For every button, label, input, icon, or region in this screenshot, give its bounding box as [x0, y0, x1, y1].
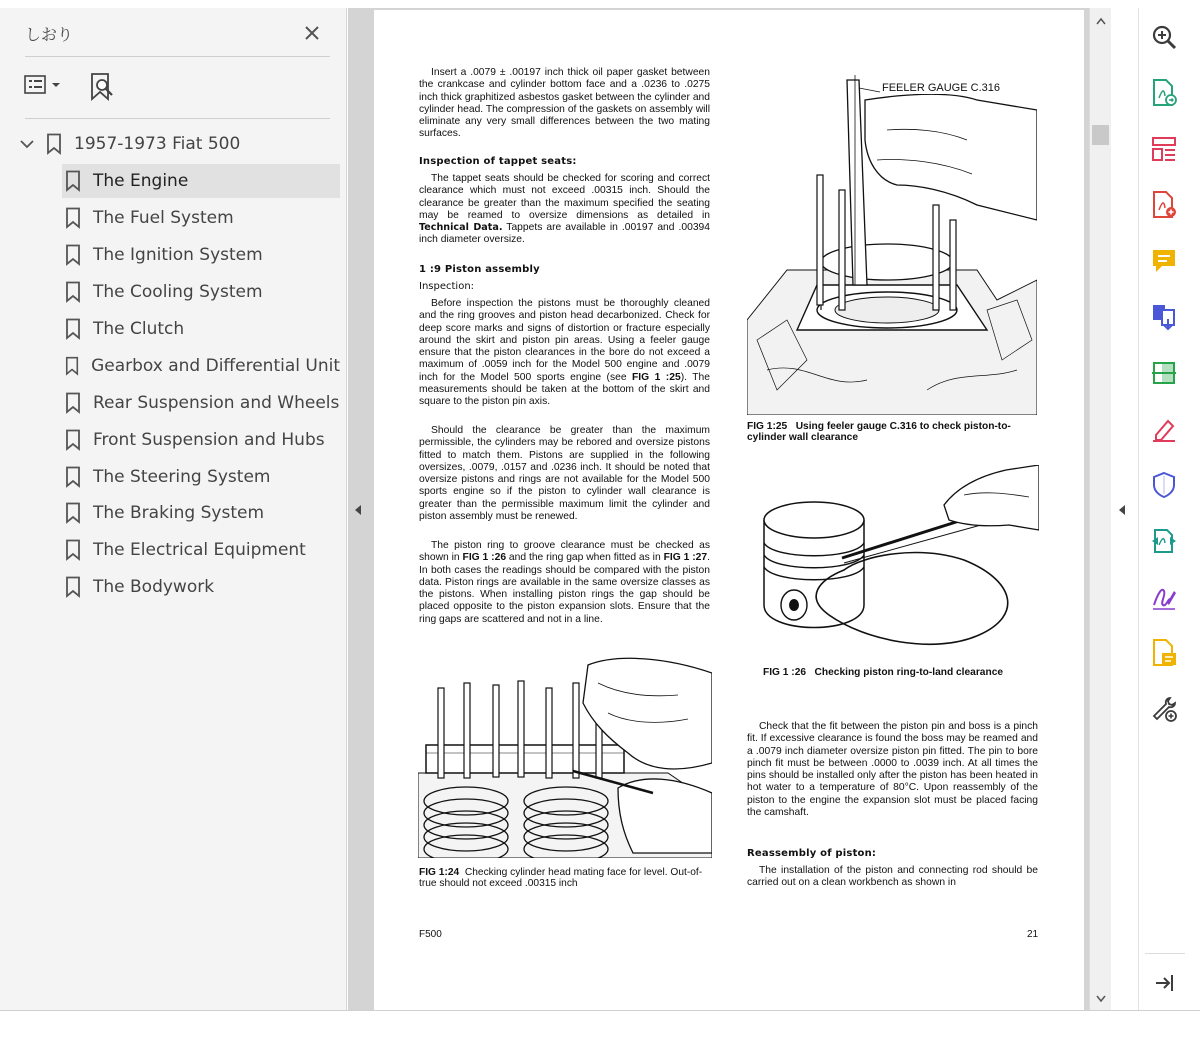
- bookmark-label: The Engine: [93, 171, 189, 191]
- tappet-heading: Inspection of tappet seats:: [419, 156, 577, 167]
- bookmark-icon: [65, 355, 79, 377]
- create-pdf-button[interactable]: [1149, 190, 1179, 220]
- bookmark-icon: [65, 318, 81, 340]
- bookmark-label: 1957-1973 Fiat 500: [74, 134, 241, 154]
- bookmark-item-gearbox[interactable]: [62, 349, 340, 383]
- bookmark-icon: [65, 466, 81, 488]
- collapse-right-panel-button[interactable]: [1111, 498, 1133, 522]
- figure-1-25-caption: FIG 1:25 Using feeler gauge C.316 to check piston-to-cylinder wall clearance: [747, 421, 1011, 443]
- window-bottom-border: [0, 1010, 1200, 1011]
- bookmark-icon: [65, 539, 81, 561]
- scroll-down-button[interactable]: [1094, 992, 1108, 1006]
- find-bookmark-button[interactable]: [88, 72, 116, 102]
- fill-sign-button[interactable]: [1149, 414, 1179, 444]
- chevron-up-icon: [1096, 17, 1106, 25]
- bookmark-label: Rear Suspension and Wheels: [93, 393, 340, 413]
- combine-files-button[interactable]: [1149, 302, 1179, 332]
- figure-1-25-image: [747, 70, 1037, 415]
- close-panel-button[interactable]: [300, 21, 324, 45]
- more-tools-button[interactable]: [1149, 694, 1179, 724]
- scroll-thumb[interactable]: [1092, 125, 1109, 145]
- bookmark-item-bodywork[interactable]: [62, 570, 340, 604]
- bookmark-label: The Ignition System: [93, 245, 263, 265]
- bookmark-label: The Cooling System: [93, 282, 263, 302]
- close-icon: [303, 24, 321, 42]
- bookmark-icon: [65, 244, 81, 266]
- divider: [25, 118, 330, 119]
- fill-sign-icon: [1150, 415, 1178, 443]
- bookmark-label: The Clutch: [93, 319, 185, 339]
- send-review-icon: [1150, 527, 1178, 555]
- section-heading: 1 :9 Piston assembly: [419, 264, 540, 275]
- collapse-left-panel-button[interactable]: [347, 498, 369, 522]
- bookmark-label: The Bodywork: [93, 577, 215, 597]
- divider: [25, 56, 330, 57]
- scan-icon: [1150, 359, 1178, 387]
- scan-button[interactable]: [1149, 358, 1179, 388]
- bookmark-label: The Fuel System: [93, 208, 234, 228]
- chevron-left-icon: [353, 503, 363, 517]
- bookmark-icon: [65, 170, 81, 192]
- bookmark-options-button[interactable]: [24, 72, 68, 98]
- bookmark-item-electrical[interactable]: [62, 533, 340, 567]
- collapse-panel-icon: [1152, 971, 1176, 995]
- bookmark-root[interactable]: [18, 127, 340, 161]
- tappet-paragraph: The tappet seats should be checked for scoring and correct clearance which must not exceed .00315 inch. Should the clearance be greater than the maximum specified the seating may be reamed to oversize dimensions as detailed in Technical Data. Tappets are available in .00197 and .00394 inch diameter oversize.: [419, 173, 710, 246]
- figure-1-24-caption: FIG 1:24 Checking cylinder head mating face for level. Out-of-true should not exceed .00315 inch: [419, 867, 703, 889]
- piston-paragraph-3: The piston ring to groove clearance must be checked as shown in FIG 1 :26 and the ring gap when fitted as in FIG 1 :27. In both cases the readings should be compared with the piston data. Piston rings are available in the same oversize classes as the pistons. When installing piston rings the gap should be placed opposite to the piston expansion slots. Ensure that the ring gaps are scattered and not in a line.: [419, 540, 710, 625]
- stamp-button[interactable]: [1149, 638, 1179, 668]
- piston-paragraph-2: Should the clearance be greater than the maximum permissible, the cylinders may be rebored and oversize pistons fitted to match them. Pistons are supplied in the following oversizes, .0079, .0157 and .0236 inch. It should be noted that oversize pistons and rings are not available for the Model 500 sports engine so if the piston to cylinder wall clearance is greater than the permissible maximum limit the cylinder and piston assembly must be renewed.: [419, 425, 710, 523]
- inspection-label: Inspection:: [419, 281, 475, 292]
- organize-pages-button[interactable]: [1149, 134, 1179, 164]
- request-signature-button[interactable]: [1149, 582, 1179, 612]
- export-pdf-icon: [1150, 78, 1178, 108]
- divider: [1145, 953, 1185, 954]
- combine-files-icon: [1150, 302, 1178, 332]
- comment-button[interactable]: [1149, 246, 1179, 276]
- bookmark-icon: [65, 281, 81, 303]
- scroll-up-button[interactable]: [1094, 14, 1108, 28]
- bookmark-item-cooling-system[interactable]: [62, 275, 340, 309]
- piston-pin-paragraph: Check that the fit between the piston pin and boss is a pinch fit. If excessive clearance is found the boss may be reamed and a .0079 inch diameter oversize piston pin fitted. The pin to bore pinch fit must be between .0000 to .0039 inch. At all times the pins should be installed only after the piston has been heated in hot water to a temperature of 80°C. Upon reassembly of the piston to the engine the expansion slot must be placed facing the camshaft.: [747, 721, 1038, 819]
- bookmark-icon: [65, 502, 81, 524]
- send-for-review-button[interactable]: [1149, 526, 1179, 556]
- chevron-down-icon: [50, 80, 62, 90]
- bookmark-label: The Braking System: [93, 503, 265, 523]
- tools-pane: [1138, 8, 1190, 1011]
- bookmark-item-steering[interactable]: [62, 460, 340, 494]
- piston-paragraph-1: Before inspection the pistons must be thoroughly cleaned and the ring grooves and piston head decarbonized. Check for deep score marks and signs of distortion or fracture especially around the skirt and piston pin areas. Using a feeler gauge ensure that the piston clearances in the bore do not exceed a maximum of .0059 inch for the Model 500 engine and .0079 inch for the Model 500 sports engine (see FIG 1 :25). The measurements should be taken at the bottom of the skirt and square to the piston pin axis.: [419, 298, 710, 408]
- bookmark-icon: [65, 429, 81, 451]
- bookmark-icon: [46, 133, 62, 155]
- bookmark-label: Front Suspension and Hubs: [93, 430, 325, 450]
- bookmark-icon: [65, 392, 81, 414]
- feeler-gauge-label: FEELER GAUGE C.316: [882, 82, 1000, 94]
- export-pdf-button[interactable]: [1149, 78, 1179, 108]
- figure-1-26-caption: FIG 1 :26 Checking piston ring-to-land clearance: [763, 667, 1004, 678]
- bookmark-label: The Electrical Equipment: [93, 540, 306, 560]
- protect-icon: [1150, 471, 1178, 499]
- organize-pages-icon: [1150, 135, 1178, 163]
- figure-1-24-image: [418, 653, 712, 858]
- more-tools-icon: [1150, 695, 1178, 723]
- pdf-page: [374, 10, 1084, 1010]
- bookmark-icon: [65, 576, 81, 598]
- bookmark-item-ignition-system[interactable]: [62, 238, 340, 272]
- bookmark-label: The Steering System: [93, 467, 271, 487]
- collapse-tools-button[interactable]: [1149, 968, 1179, 998]
- zoom-icon: [1150, 23, 1178, 51]
- vertical-scrollbar[interactable]: [1089, 8, 1111, 1011]
- reassembly-paragraph: The installation of the piston and connecting rod should be carried out on a clean workbench as shown in: [747, 865, 1038, 889]
- zoom-tool-button[interactable]: [1149, 22, 1179, 52]
- intro-paragraph: Insert a .0079 ± .00197 inch thick oil paper gasket between the crankcase and cylinder bottom face and a .0236 to .0275 inch thick graphitized asbestos gasket between the cylinder and cylinder head. The compression of the gaskets on assembly will eliminate any very small differences between the two mating surfaces.: [419, 67, 710, 140]
- reassembly-heading: Reassembly of piston:: [747, 848, 877, 859]
- bookmark-icon: [65, 207, 81, 229]
- chevron-left-icon: [1117, 503, 1127, 517]
- create-pdf-icon: [1150, 190, 1178, 220]
- protect-button[interactable]: [1149, 470, 1179, 500]
- footer-label: F500: [419, 929, 442, 940]
- bookmark-label: Gearbox and Differential Unit: [91, 356, 340, 376]
- comment-icon: [1150, 247, 1178, 275]
- panel-title: しおり: [25, 25, 74, 44]
- bookmark-item-braking[interactable]: [62, 496, 340, 530]
- signature-icon: [1150, 583, 1178, 611]
- bookmark-item-front-suspension[interactable]: [62, 423, 340, 457]
- bookmarks-panel: [0, 8, 347, 1011]
- page-number: 21: [1027, 929, 1039, 940]
- bookmark-item-rear-suspension[interactable]: [62, 386, 340, 420]
- find-bookmark-icon: [88, 72, 116, 102]
- stamp-icon: [1150, 638, 1178, 668]
- bookmark-item-engine[interactable]: [62, 164, 340, 198]
- bookmark-item-clutch[interactable]: [62, 312, 340, 346]
- chevron-down-icon: [1096, 995, 1106, 1003]
- bookmark-item-fuel-system[interactable]: [62, 201, 340, 235]
- chevron-down-icon[interactable]: [18, 138, 36, 150]
- list-options-icon: [24, 74, 50, 96]
- figure-1-26-image: [744, 465, 1039, 655]
